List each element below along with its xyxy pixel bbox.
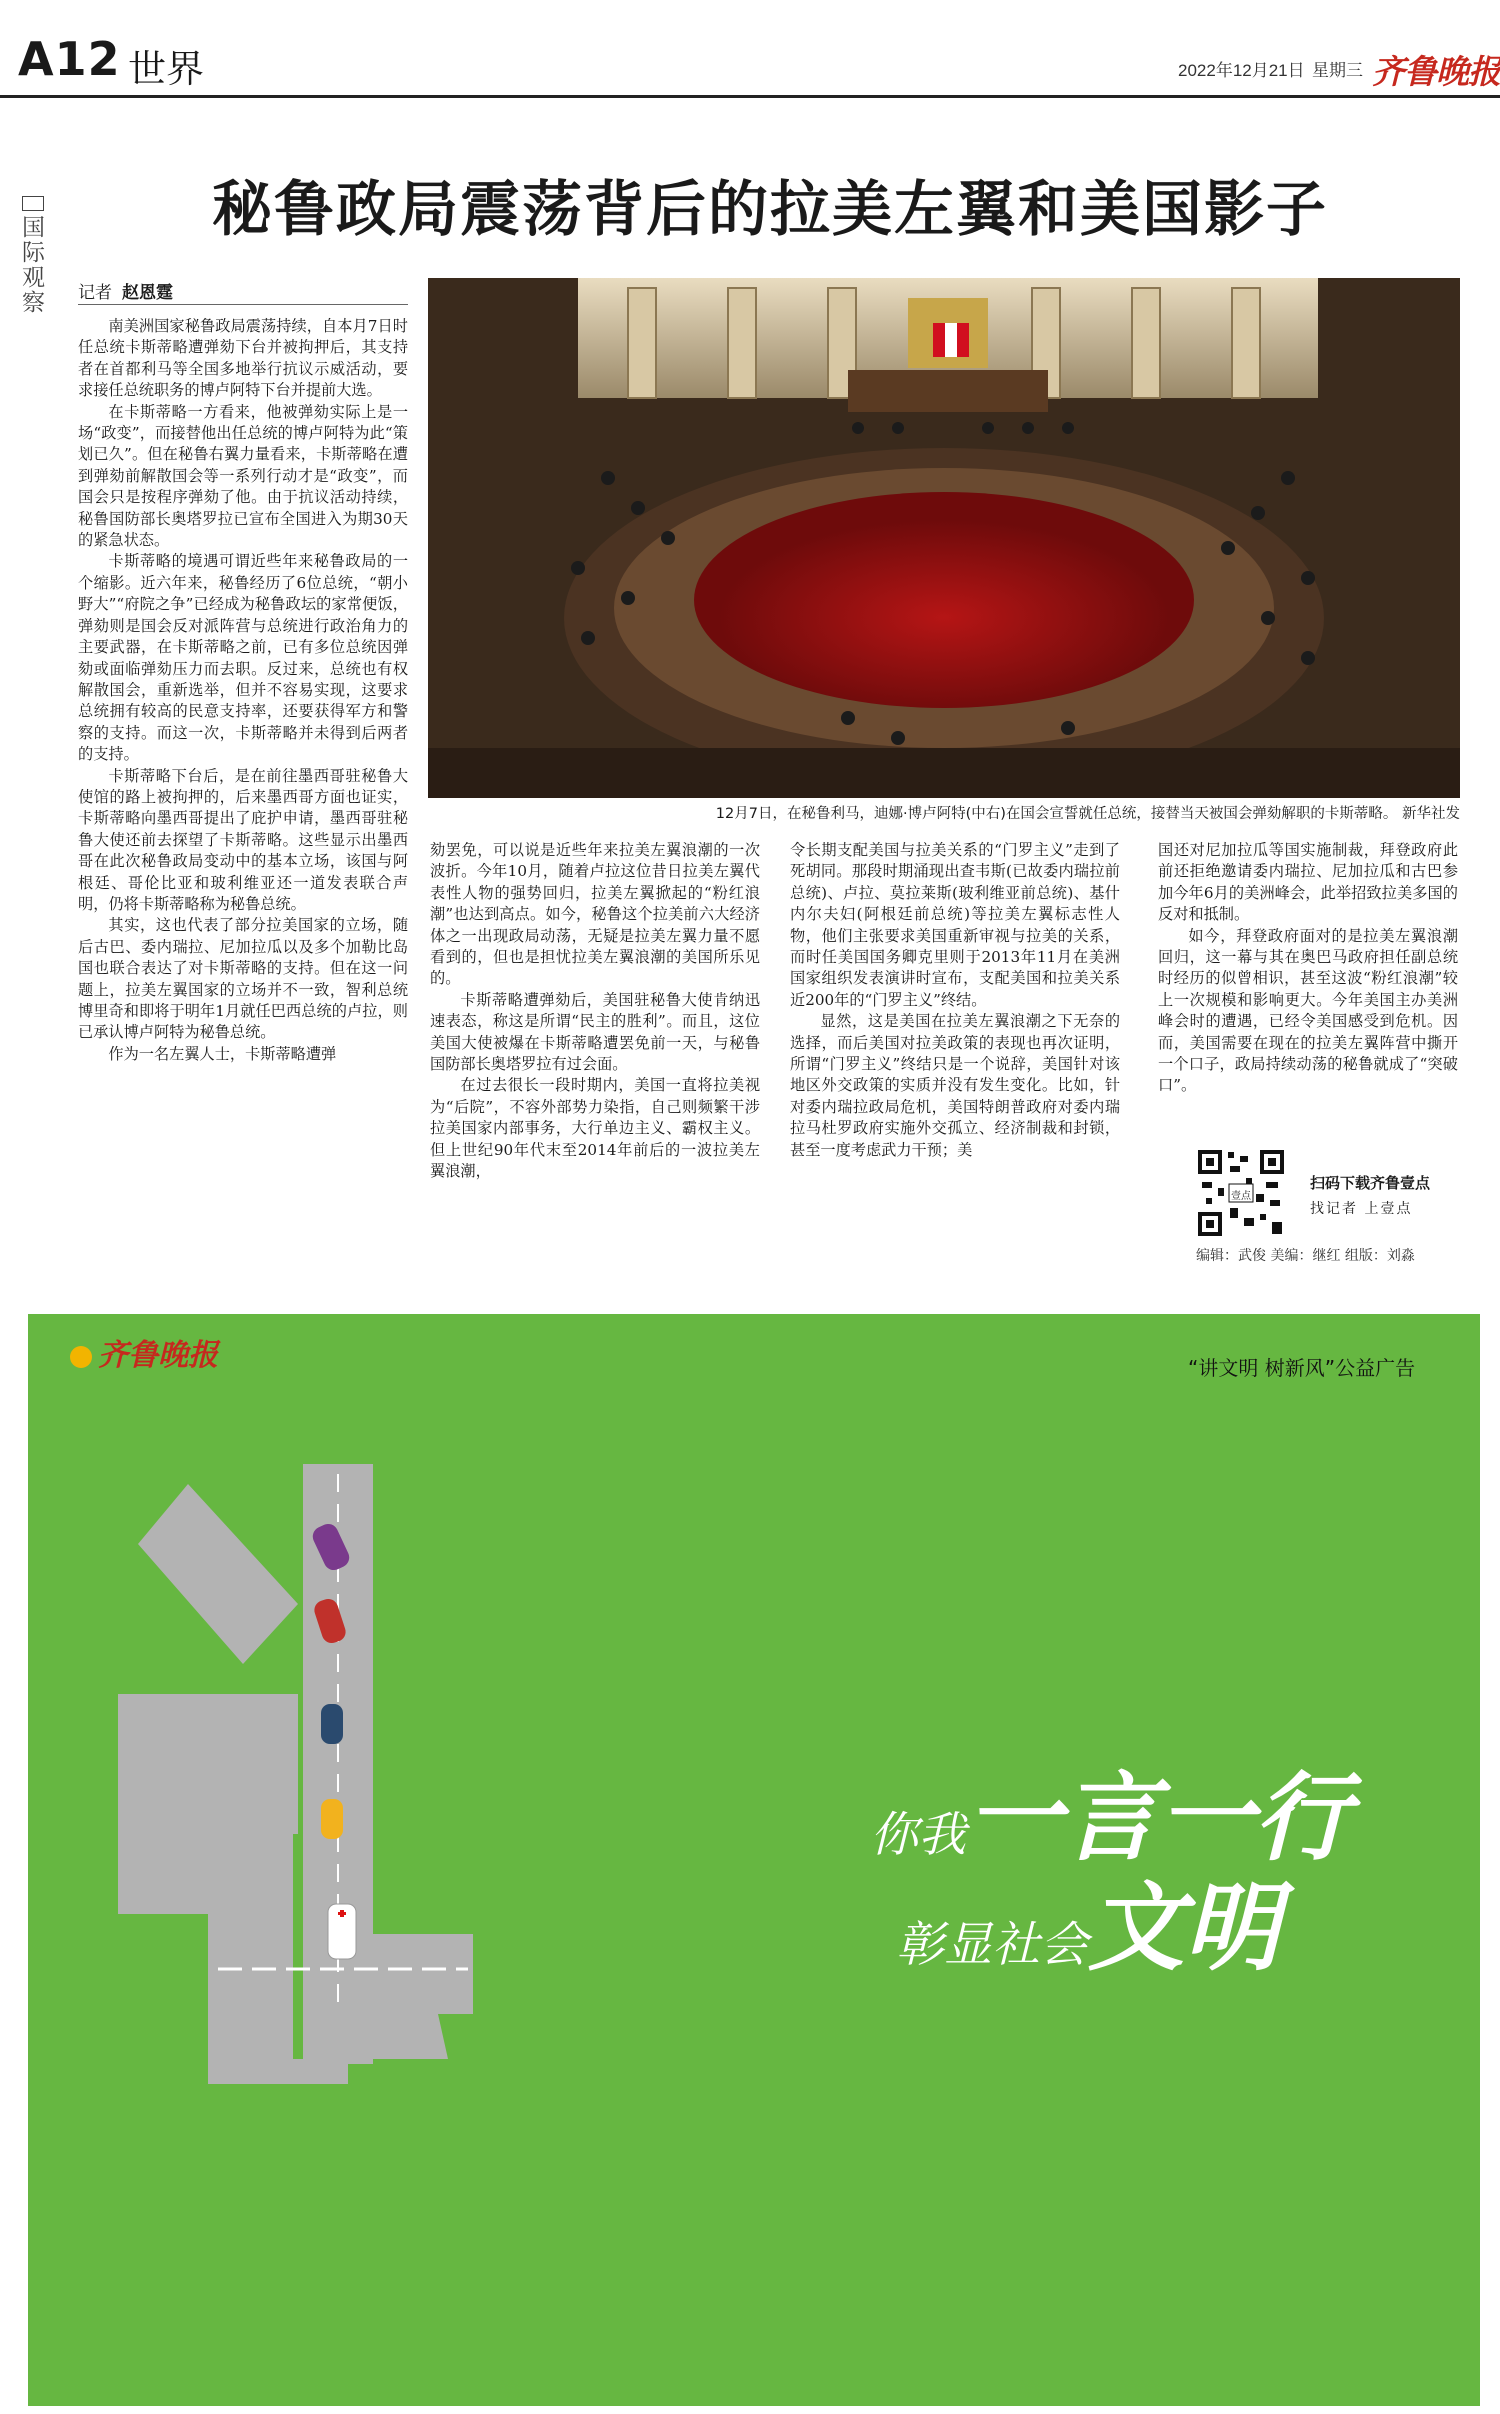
paragraph: 其实，这也代表了部分拉美国家的立场，随后古巴、委内瑞拉、尼加拉瓜以及多个加勒比岛国也联合表达了对卡斯蒂略的支持。但在这一问题上，拉美左翼国家的立场并不一致，智利总统博里奇和即将于明年1月就任巴西总统的卢拉，则已承认博卢阿特为秘鲁总统。 — [78, 916, 408, 1042]
slogan-emphasis: 一言 — [966, 1761, 1159, 1874]
paragraph: 南美洲国家秘鲁政局震荡持续，自本月7日时任总统卡斯蒂略遭弹劾下台并被拘押后，其支持者在首都利马等全国多地举行抗议示威活动，要求接任总统职务的博卢阿特下台并提前大选。 — [78, 317, 408, 400]
byline-role: 记者 — [78, 283, 112, 303]
article-headline: 秘鲁政局震荡背后的拉美左翼和美国影子 — [212, 175, 1328, 245]
editor-credits: 编辑：武俊 美编：继红 组版：刘淼 — [1196, 1248, 1415, 1264]
paragraph: 卡斯蒂略遭弹劾后，美国驻秘鲁大使肯纳迅速表态，称这是所谓“民主的胜利”。而且，这位美国大使被爆在卡斯蒂略遭罢免前一天，与秘鲁国防部长奥塔罗拉有过会面。 — [430, 990, 760, 1074]
paragraph-continued: 劾罢免，可以说是近些年来拉美左翼浪潮的一次波折。今年10月，随着卢拉这位昔日拉美左翼代表性人物的强势回归，拉美左翼掀起的“粉红浪潮”也达到高点。如今，秘鲁这个拉美前六大经济体之一出现政局动荡，无疑是拉美左翼力量不愿看到的，但也是担忧拉美左翼浪潮的美国所乐见的。 — [430, 841, 760, 988]
car-blue-icon — [321, 1704, 343, 1744]
issue-date: 2022年12月21日 — [1178, 61, 1305, 80]
column-label: 国际观察 — [22, 215, 45, 316]
column-label-box-icon — [22, 196, 44, 211]
slogan-text: 彰显社会 — [896, 1917, 1089, 1973]
ad-slogan-line-2 — [896, 1852, 1280, 1989]
byline-divider — [78, 304, 408, 305]
ad-masthead-text: 齐鲁晚报 — [98, 1338, 218, 1373]
article-column-1 — [78, 316, 408, 1264]
parliament-photo-image — [428, 278, 1460, 798]
byline-name: 赵恩霆 — [122, 283, 173, 303]
byline — [78, 278, 173, 303]
ambulance-icon — [328, 1904, 356, 1959]
qr-caption-title: 扫码下载齐鲁壹点 — [1310, 1174, 1431, 1192]
slogan-emphasis: 文明 — [1088, 1871, 1281, 1984]
paragraph: 显然，这是美国在拉美左翼浪潮之下无奈的选择，而后美国对拉美政策的表现也再次证明，所谓“门罗主义”终结只是一个说辞，美国针对该地区外交政策的实质并没有发生变化。比如，针对委内瑞拉政局危机，美国特朗普政府对委内瑞拉马杜罗政府实施外交孤立、经济制裁和封锁，甚至一度考虑武力干预；美 — [790, 1012, 1120, 1159]
ad-campaign-tag: “讲文明 树新风”公益广告 — [1188, 1356, 1416, 1380]
car-yellow-icon — [321, 1799, 343, 1839]
article-column-2 — [430, 840, 760, 1268]
article-column-4 — [1158, 840, 1458, 1140]
article-photo — [428, 278, 1460, 798]
page-number: A12 — [18, 32, 121, 86]
paragraph: 作为一名左翼人士，卡斯蒂略遭弹 — [108, 1044, 337, 1063]
qr-center-label: 壹点 — [1231, 1191, 1251, 1202]
qr-caption-subtitle: 找记者 上壹点 — [1310, 1201, 1413, 1217]
paragraph-continued: 令长期支配美国与拉美关系的“门罗主义”走到了死胡同。那段时期涌现出查韦斯(已故委内瑞拉前总统)、卢拉、莫拉莱斯(玻利维亚前总统)、基什内尔夫妇(阿根廷前总统)等拉美左翼标志性人物，他们主张要求美国重新审视与拉美的关系，而时任美国国务卿克里则于2013年11月在美洲国家组织发表演讲时宣布，支配美国和拉美关系近200年的“门罗主义”终结。 — [790, 841, 1120, 1009]
slogan-text: 你我 — [870, 1807, 967, 1863]
masthead-logo: 齐鲁晚报 — [1372, 52, 1500, 91]
paragraph: 如今，拜登政府面对的是拉美左翼浪潮回归，这一幕与其在奥巴马政府担任副总统时经历的似曾相识，甚至这波“粉红浪潮”较上一次规模和影响更大。今年美国主办美洲峰会时的遭遇，已经令美国感受到危机。因而，美国需要在现在的拉美左翼阵营中撕开一个口子，政局持续动荡的秘鲁就成了“突破口”。 — [1158, 926, 1458, 1095]
paragraph: 卡斯蒂略下台后，是在前往墨西哥驻秘鲁大使馆的路上被拘押的，后来墨西哥方面也证实，卡斯蒂略向墨西哥提出了庇护申请，墨西哥驻秘鲁大使还前去探望了卡斯蒂略。这些显示出墨西哥在此次秘鲁政局变动中的基本立场，该国与阿根廷、哥伦比亚和玻利维亚还一道发表联合声明，仍将卡斯蒂略称为秘鲁总统。 — [78, 766, 408, 913]
public-service-ad — [28, 1314, 1480, 2406]
section-title: 世界 — [128, 47, 205, 91]
header-divider — [0, 95, 1500, 98]
paragraph: 在过去很长一段时期内，美国一直将拉美视为“后院”，不容外部势力染指，自己则频繁干涉拉美国家内部事务，大行单边主义、霸权主义。但上世纪90年代末至2014年前后的一波拉美左翼浪潮， — [430, 1076, 760, 1181]
slogan-emphasis: 一行 — [1158, 1761, 1351, 1874]
article-column-3 — [790, 840, 1120, 1268]
paragraph: 卡斯蒂略的境遇可谓近些年来秘鲁政局的一个缩影。近六年来，秘鲁经历了6位总统，“朝小野大”“府院之争”已经成为秘鲁政坛的家常便饭，弹劾则是国会反对派阵营与总统进行政治角力的主要武器，在卡斯蒂略之前，已有多位总统因弹劾或面临弹劾压力而去职。反过来，总统也有权解散国会，重新选举，但并不容易实现，这要求总统拥有较高的民意支持率，还要获得军方和警察的支持。而这一次，卡斯蒂略并未得到后两者的支持。 — [78, 552, 408, 764]
paragraph-continued: 国还对尼加拉瓜等国实施制裁，拜登政府此前还拒绝邀请委内瑞拉、尼加拉瓜和古巴参加今年6月的美洲峰会，此举招致拉美多国的反对和抵制。 — [1158, 841, 1458, 924]
paragraph: 在卡斯蒂略一方看来，他被弹劾实际上是一场“政变”，而接替他出任总统的博卢阿特为此“策划已久”。但在秘鲁右翼力量看来，卡斯蒂略在遭到弹劾前解散国会等一系列行动才是“政变”，而国会只是按程序弹劾了他。由于抗议活动持续，秘鲁国防部长奥塔罗拉已宣布全国进入为期30天的紧急状态。 — [78, 402, 408, 550]
photo-caption: 12月7日，在秘鲁利马，迪娜·博卢阿特(中右)在国会宣誓就任总统，接替当天被国会弹劾解职的卡斯蒂略。 新华社发 — [715, 806, 1460, 822]
issue-weekday: 星期三 — [1312, 61, 1363, 80]
